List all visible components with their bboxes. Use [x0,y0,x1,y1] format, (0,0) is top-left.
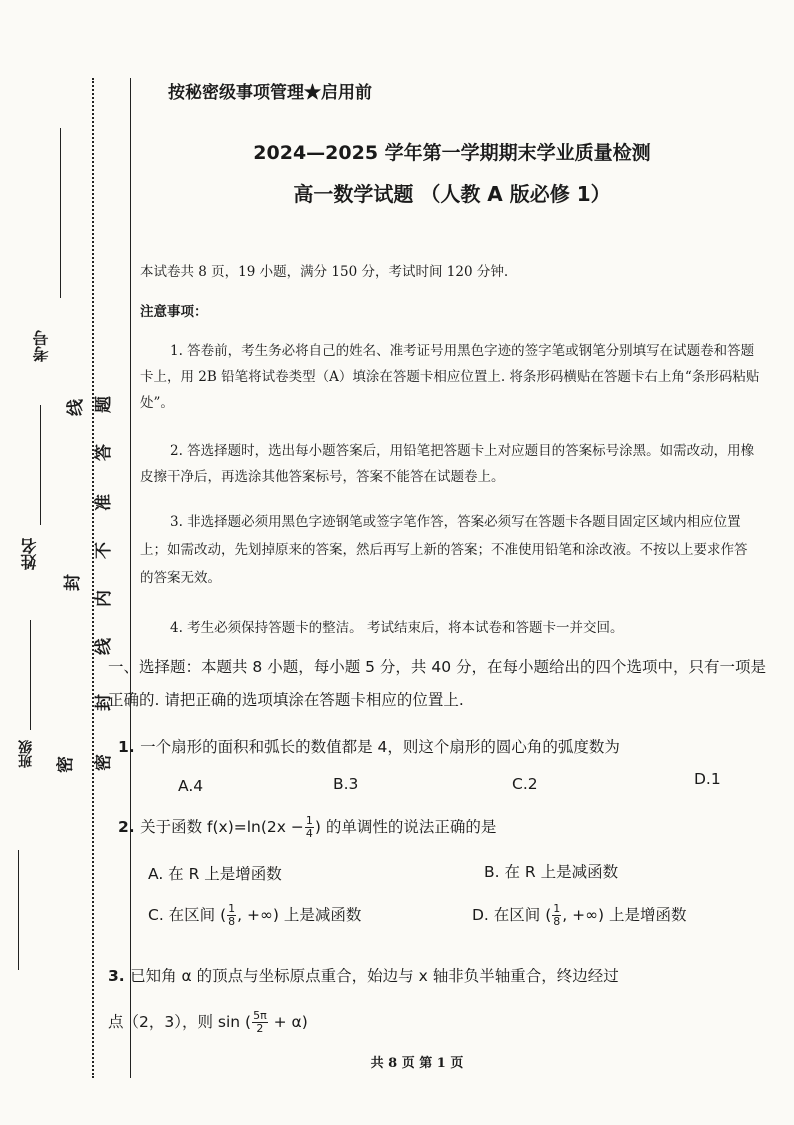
q2-option-d-post: , +∞) 上是增函数 [562,906,687,924]
question-3 [108,953,768,1045]
seal-char-line: 线 [66,399,86,416]
q2-d-frac-num: 1 [553,902,561,915]
q3-fraction [252,1010,268,1035]
seal-char-secret: 密 [56,756,76,773]
notice-char-1: 题 [94,396,114,413]
q1-option-d: D.1 [694,770,721,788]
notice-item-3: 3. 非选择题必须用黑色字迹钢笔或签字笔作答，答案必须写在答题卡各题目固定区域内相应位置上；如需改动，先划掉原来的答案，然后再写上新的答案；不准使用铅笔和涂改液。不按以上要求作答的答案无效。 [140,514,748,586]
q3-frac-den: 2 [256,1022,264,1035]
exam-intro: 本试卷共 8 页，19 小题，满分 150 分，考试时间 120 分钟. [140,264,509,280]
q2-frac-den: 4 [305,827,313,840]
notice-item-1: 1. 答卷前，考生务必将自己的姓名、准考证号用黑色字迹的签字笔或钢笔分别填写在试题卷和答题卡上，用 2B 铅笔将试卷类型（A）填涂在答题卡相应位置上. 将条形码横贴在答题卡右上角“条形码粘贴处”。 [140,343,760,411]
q2-option-c-pre: C. 在区间 ( [148,906,227,924]
section-heading: 一、选择题：本题共 8 小题，每小题 5 分，共 40 分，在每小题给出的四个选项中，只有一项是正确的. 请把正确的选项填涂在答题卡相应的位置上. [108,658,767,709]
q2-frac-num: 1 [305,814,313,827]
q3-number: 3. [108,967,125,985]
question-1 [118,735,768,757]
q2-option-d-pre: D. 在区间 ( [472,906,552,924]
seal-dotted-line [92,78,94,1078]
q2-text-post: ) 的单调性的说法正确的是 [314,818,497,836]
notice-char-3: 准 [94,494,114,511]
q2-d-frac-den: 8 [553,915,561,928]
q2-option-c [148,903,361,928]
q2-option-c-post: , +∞) 上是减函数 [237,906,362,924]
notice-char-6: 线 [94,638,114,655]
q1-option-c: C.2 [512,775,538,793]
q2-option-a: A. 在 R 上是增函数 [148,865,282,883]
name-underline [40,405,41,525]
seal-solid-line [130,78,131,1078]
exam-no-label: 考号 [32,330,51,362]
notice-char-5: 内 [94,590,114,607]
q2-fraction [305,815,314,840]
exam-subtitle: 高一数学试题 （人教 A 版必修 1） [293,182,611,206]
lower-underline [18,850,19,970]
notice-char-2: 答 [94,444,114,461]
q3-text-line1: 已知角 α 的顶点与坐标原点重合，始边与 x 轴非负半轴重合，终边经过 [130,967,619,985]
q2-option-d-fraction [552,903,561,928]
q2-option-b: B. 在 R 上是减函数 [484,863,619,881]
seal-char-seal: 封 [63,574,83,591]
q2-option-d [472,903,687,928]
exam-title: 2024—2025 学年第一学期期末学业质量检测 [253,142,651,164]
q2-c-frac-den: 8 [228,915,236,928]
confidential-label: 按秘密级事项管理★启用前 [168,83,372,103]
q3-text-line2-post: + α) [268,1013,308,1031]
q1-number: 1. [118,738,135,756]
q2-c-frac-num: 1 [228,902,236,915]
notice-heading: 注意事项： [140,304,208,320]
question-2 [118,815,768,840]
q3-text-line2-pre: 点（2，3），则 sin ( [108,1013,252,1031]
notice-seal-2: 密 [94,754,114,771]
q1-option-b: B.3 [333,775,359,793]
notice-item-4: 4. 考生必须保持答题卡的整洁。 考试结束后，将本试卷和答题卡一并交回。 [170,620,624,636]
q1-option-a: A.4 [178,777,204,795]
page-footer: 共 8 页 第 1 页 [370,1056,464,1071]
class-underline [30,620,31,730]
q2-text-pre: 关于函数 f(x)=ln(2x − [140,818,304,836]
notice-item-2: 2. 答选择题时，选出每小题答案后，用铅笔把答题卡上对应题目的答案标号涂黑。如需改动，用橡皮擦干净后，再选涂其他答案标号，答案不能答在试题卷上。 [140,443,755,485]
class-label: 班级 [18,740,34,768]
q2-option-c-fraction [227,903,236,928]
notice-char-4: 不 [94,542,114,559]
name-label: 姓名 [20,538,39,570]
q1-text: 一个扇形的面积和弧长的数值都是 4，则这个扇形的圆心角的弧度数为 [140,738,620,756]
q3-frac-num: 5π [253,1009,267,1022]
notice-seal-1: 封 [94,694,114,711]
q2-number: 2. [118,818,135,836]
